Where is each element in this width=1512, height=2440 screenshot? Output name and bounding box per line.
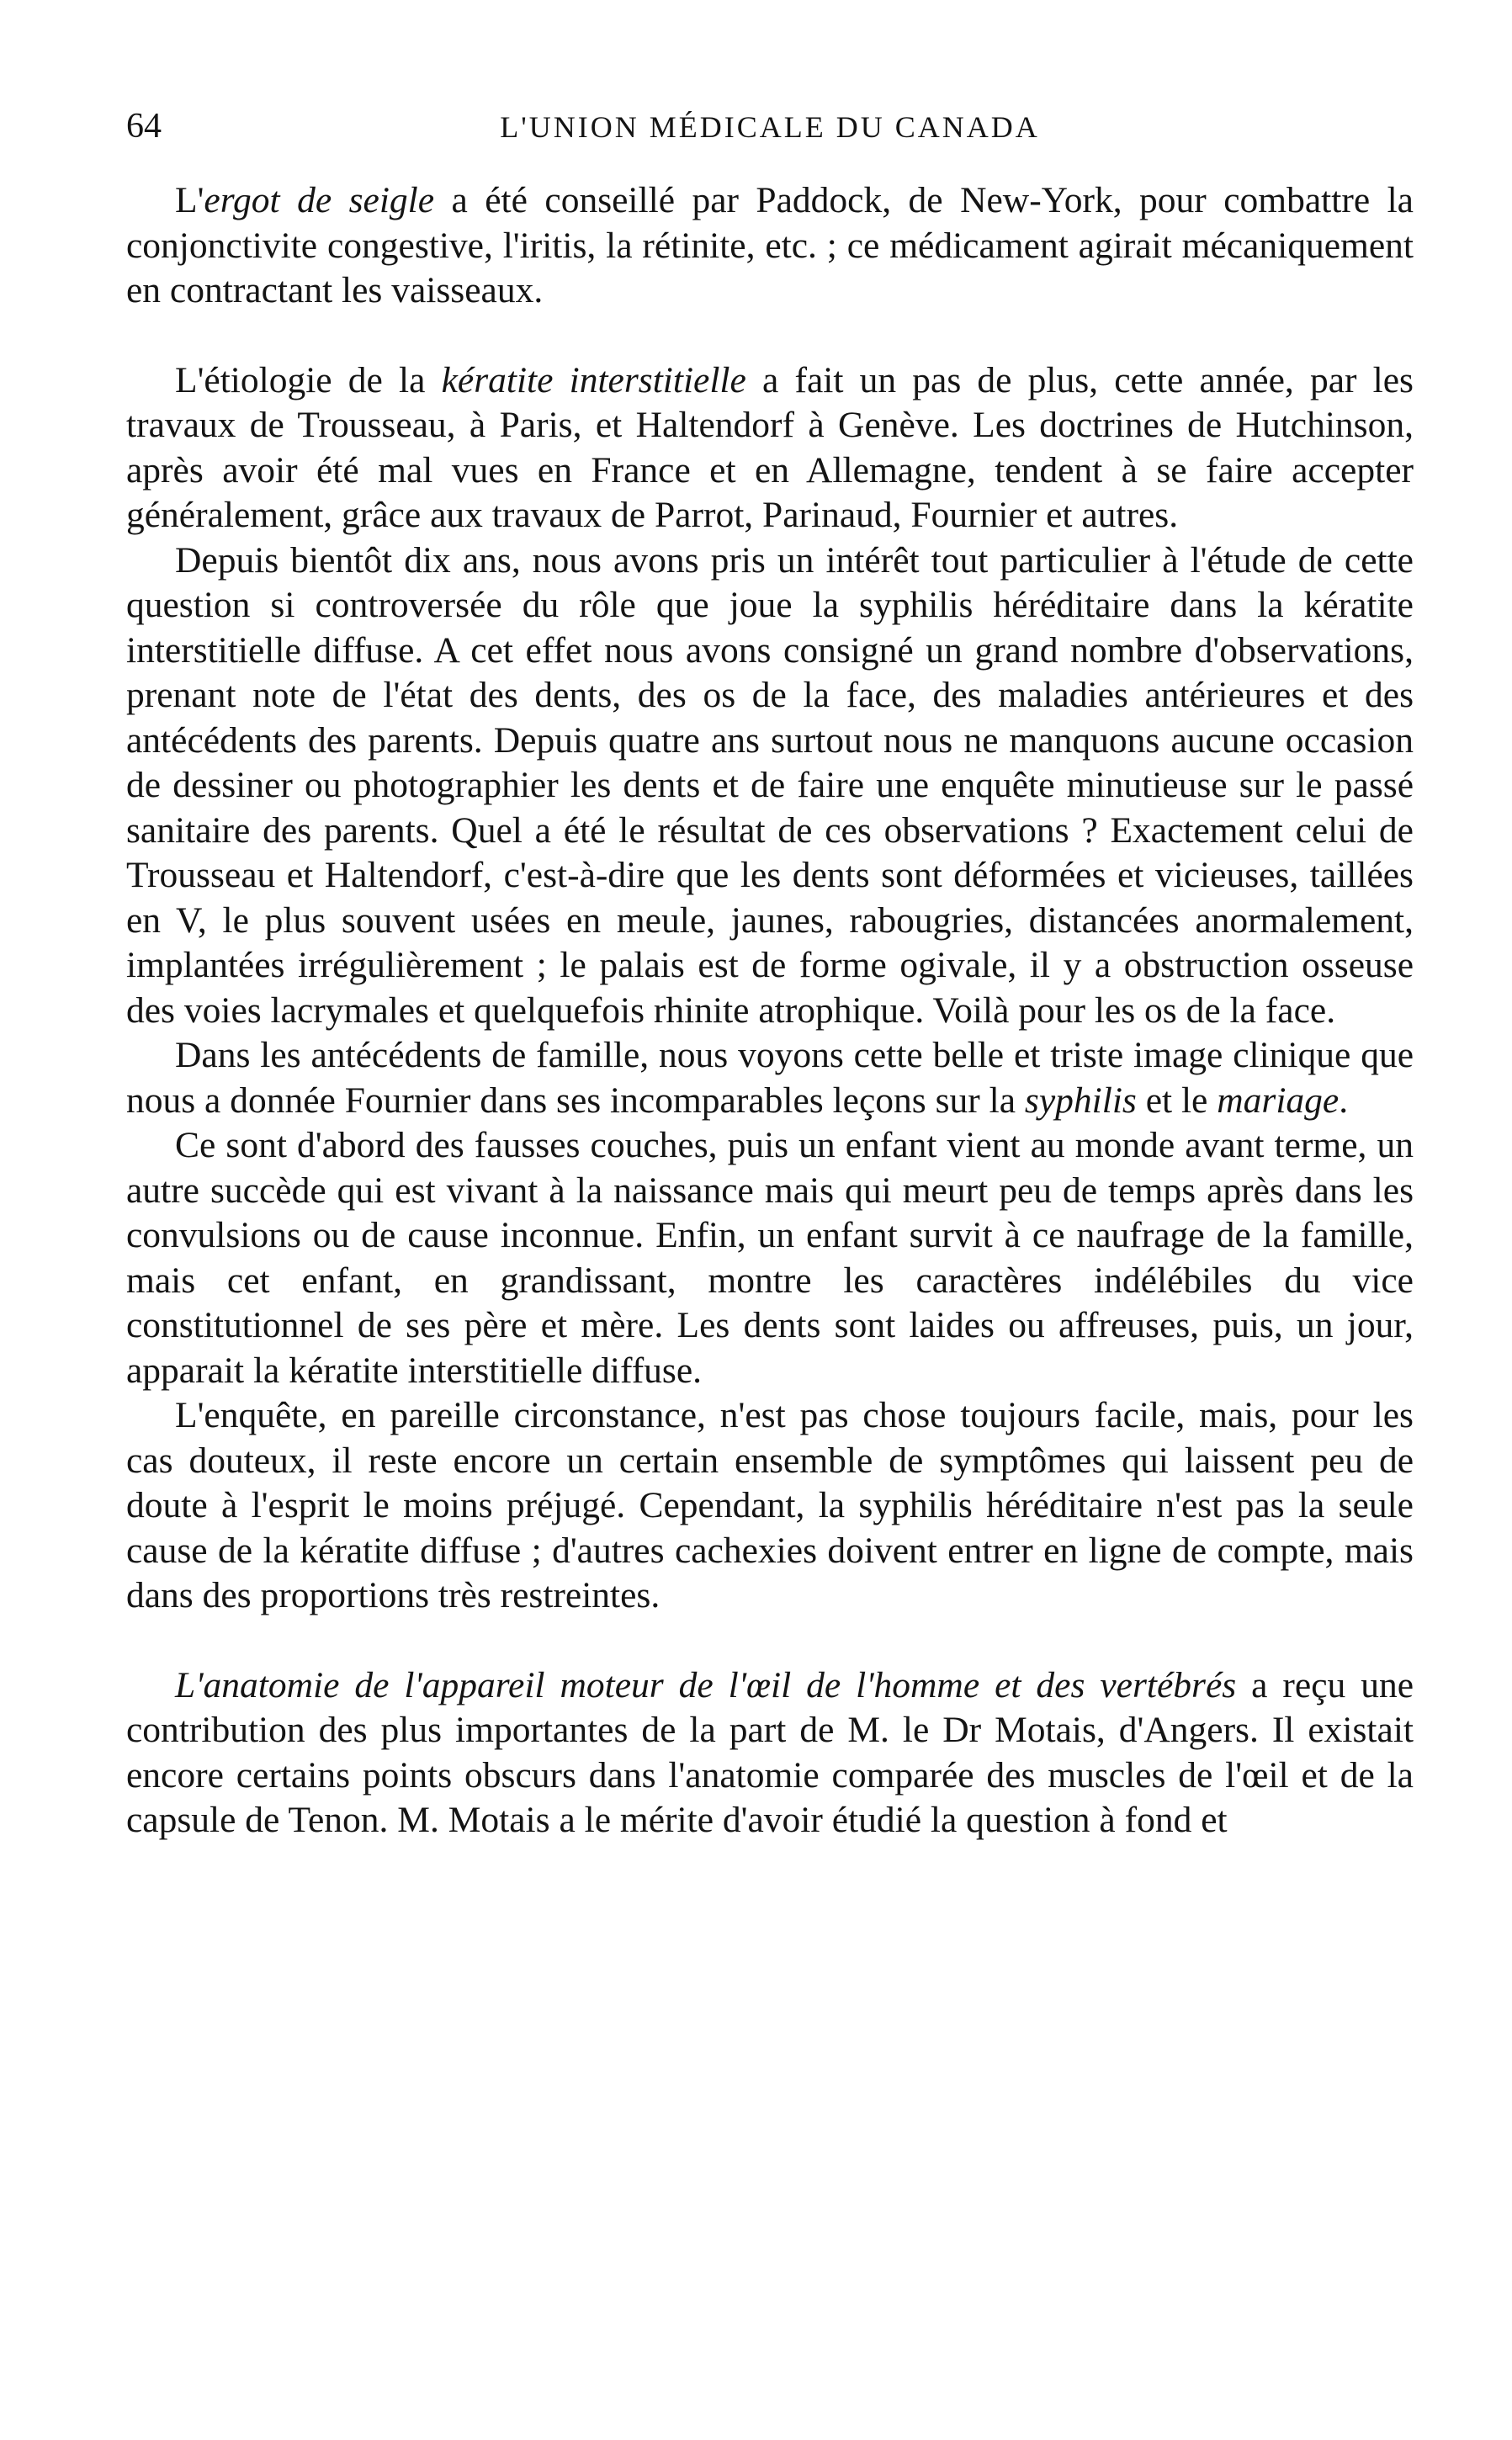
text-run: L'enquête, en pareille circonstance, n'est pas chose toujours facile, mais, pour les cas douteux, il reste encore un certain ensemble de symptômes qui laissent peu de doute à l'esprit le moins préjugé. Cependant, la syphilis héréditaire n'est pas la seule cause de la kératite diffuse ; d'autres cachexies doivent entrer en ligne de compte, mais dans des proportions très restreintes. bbox=[126, 1395, 1414, 1615]
text-run: a fait un pas de plus, cette année, par les travaux de Trousseau, à Paris, et Haltendorf à Genève. Les doctrines de Hutchinson, après avoir été mal vues en France et en Allemagne, tendent à se faire accepter généralement, grâce aux travaux de Parrot, Parinaud, Fournier et autres. bbox=[126, 359, 1414, 535]
paragraph bbox=[126, 1123, 1414, 1393]
paragraph bbox=[126, 1033, 1414, 1123]
article-body bbox=[126, 178, 1414, 1843]
running-header bbox=[126, 101, 1414, 160]
text-run: Ce sont d'abord des fausses couches, puis un enfant vient au monde avant terme, un autre succède qui est vivant à la naissance mais qui meurt peu de temps après dans les convulsions ou de cause inconnue. Enfin, un enfant survit à ce naufrage de la famille, mais cet enfant, en grandissant, montre les caractères indélébiles du vice constitutionnel de ses père et mère. Les dents sont laides ou affreuses, puis, un jour, apparait la kératite interstitielle diffuse. bbox=[126, 1125, 1414, 1391]
text-run: L'étiologie de la bbox=[175, 359, 442, 400]
journal-title: L'UNION MÉDICALE DU CANADA bbox=[500, 110, 1040, 144]
italic-text: ergot de seigle bbox=[204, 180, 435, 220]
italic-text: mariage bbox=[1217, 1079, 1340, 1121]
text-run: a été conseillé par Paddock, de New-York, pour combattre la conjonctivite congestive, l'iritis, la rétinite, etc. ; ce médicament agirait mécaniquement en contractant les vaisseaux. bbox=[126, 180, 1414, 310]
document-page bbox=[126, 101, 1414, 2390]
text-run: . bbox=[1339, 1079, 1349, 1121]
text-run: a reçu une contribution des plus importantes de la part de M. le Dr Motais, d'Angers. Il existait encore certains points obscurs dans l'anatomie comparée des muscles de l'œil et de la capsule de Tenon. M. Motais a le mérite d'avoir étudié la question à fond et bbox=[126, 1664, 1414, 1840]
paragraph bbox=[126, 538, 1414, 1034]
paragraph bbox=[126, 1393, 1414, 1619]
italic-text: kératite interstitielle bbox=[441, 359, 746, 400]
text-run: et le bbox=[1136, 1079, 1218, 1121]
page-number: 64 bbox=[126, 107, 162, 146]
text-run: Dans les antécédents de famille, nous voyons cette belle et triste image clinique que nous a donnée Fournier dans ses incomparables leçons sur la bbox=[126, 1035, 1414, 1121]
paragraph bbox=[126, 358, 1414, 538]
paragraph bbox=[126, 178, 1414, 314]
italic-text: syphilis bbox=[1024, 1079, 1137, 1121]
text-run: L' bbox=[175, 180, 204, 220]
paragraph bbox=[126, 1663, 1414, 1843]
text-run: Depuis bientôt dix ans, nous avons pris un intérêt tout particulier à l'étude de cette question si controversée du rôle que joue la syphilis héréditaire dans la kératite interstitielle diffuse. A cet effet nous avons consigné un grand nombre d'observations, prenant note de l'état des dents, des os de la face, des maladies antérieures et des antécédents des parents. Depuis quatre ans surtout nous ne manquons aucune occasion de dessiner ou photographier les dents et de faire une enquête minutieuse sur le passé sanitaire des parents. Quel a été le résultat de ces observations ? Exactement celui de Trousseau et Haltendorf, c'est-à-dire que les dents sont déformées et vicieuses, taillées en V, le plus souvent usées en meule, jaunes, rabougries, distancées anormalement, implantées irrégulièrement ; le palais est de forme ogivale, il y a obstruction osseuse des voies lacrymales et quelquefois rhinite atrophique. Voilà pour les os de la face. bbox=[126, 539, 1414, 1031]
italic-text: L'anatomie de l'appareil moteur de l'œil de l'homme et des vertébrés bbox=[175, 1664, 1237, 1705]
